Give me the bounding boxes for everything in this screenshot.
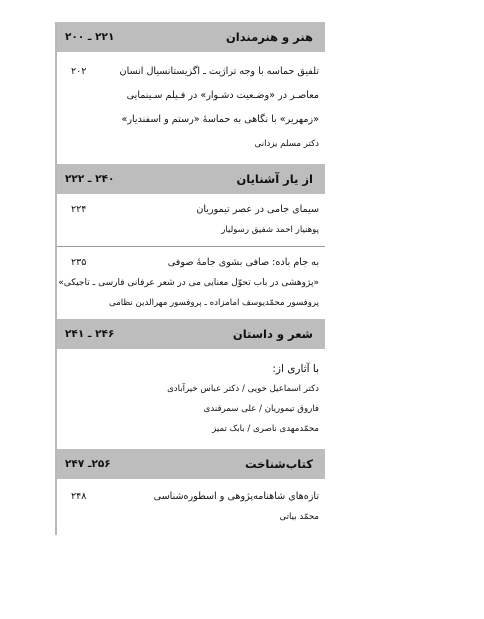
section-header [57,449,325,479]
toc-entry[interactable] [57,52,325,164]
entry-author: پوهنیار احمد شفیق رسولیار [221,225,319,235]
section-title: از یار آشنایان [236,172,313,186]
section-title: هنر و هنرمندان [225,30,313,44]
section-header [57,164,325,194]
section-poetry [57,319,325,449]
entry-author: دکتر اسماعیل خویی / دکتر عباس خیرآبادی [167,384,319,394]
entry-title-line: تلفیق حماسه با وجه تراژیت ـ اگزیستانسیال انسان [119,66,319,77]
section-page-range: ۲۵۶ـ ۲۴۷ [65,458,111,470]
section-title: کتاب‌شناخت [244,457,313,471]
entry-title-line: تازه‌های شاهنامه‌پژوهی و اسطوره‌شناسی [153,491,319,502]
entry-page-number: ۲۴۸ [71,491,87,502]
entry-page-number: ۲۳۵ [71,257,87,268]
entry-title-line: به جام باده: صافی بشوی جامهٔ صوفی [167,257,319,268]
entry-author: دکتر مسلم یزدانی [254,139,319,149]
entry-title-line: با آثاری از: [272,363,319,375]
section-header [57,319,325,349]
entry-page-number: ۲۰۲ [71,66,87,77]
section-art [57,22,325,164]
entry-page-number: ۲۲۴ [71,204,87,215]
section-bibliography [57,449,325,535]
toc-entry[interactable] [57,479,325,535]
section-title: شعر و داستان [232,327,313,341]
toc-entry[interactable] [57,194,325,247]
section-friends [57,164,325,319]
table-of-contents [55,22,325,535]
toc-entry[interactable] [57,349,325,449]
entry-title-line: معاصـر در «وضـعیت دشـوار» در فـیلم سـینمایی [126,90,319,101]
section-page-range: ۲۴۶ ـ ۲۴۱ [65,328,115,340]
entry-author: فاروق تیموریان / علی سمرقندی [203,404,319,414]
entry-author: محمّد بیاتی [279,512,319,522]
toc-entry[interactable] [57,247,325,319]
entry-title-line: «پژوهشی در باب تحوّل معنایی می در شعر عرفانی فارسی ـ تاجیکی» [58,278,319,288]
entry-author: محمّدمهدی ناصری / بابک تمیز [212,424,319,434]
entry-title-line: «زمهریر» با نگاهی به حماسهٔ «رستم و اسفندیار» [121,114,319,125]
section-page-range: ۲۲۱ ـ ۲۰۰ [65,31,115,43]
section-header [57,22,325,52]
entry-author: پروفسور محمّدیوسف امامزاده ـ پروفسور مهرالدین نظامی [108,298,319,308]
section-page-range: ۲۴۰ ـ ۲۲۲ [65,173,115,185]
entry-title-line: سیمای جامی در عصر تیموریان [196,204,319,215]
